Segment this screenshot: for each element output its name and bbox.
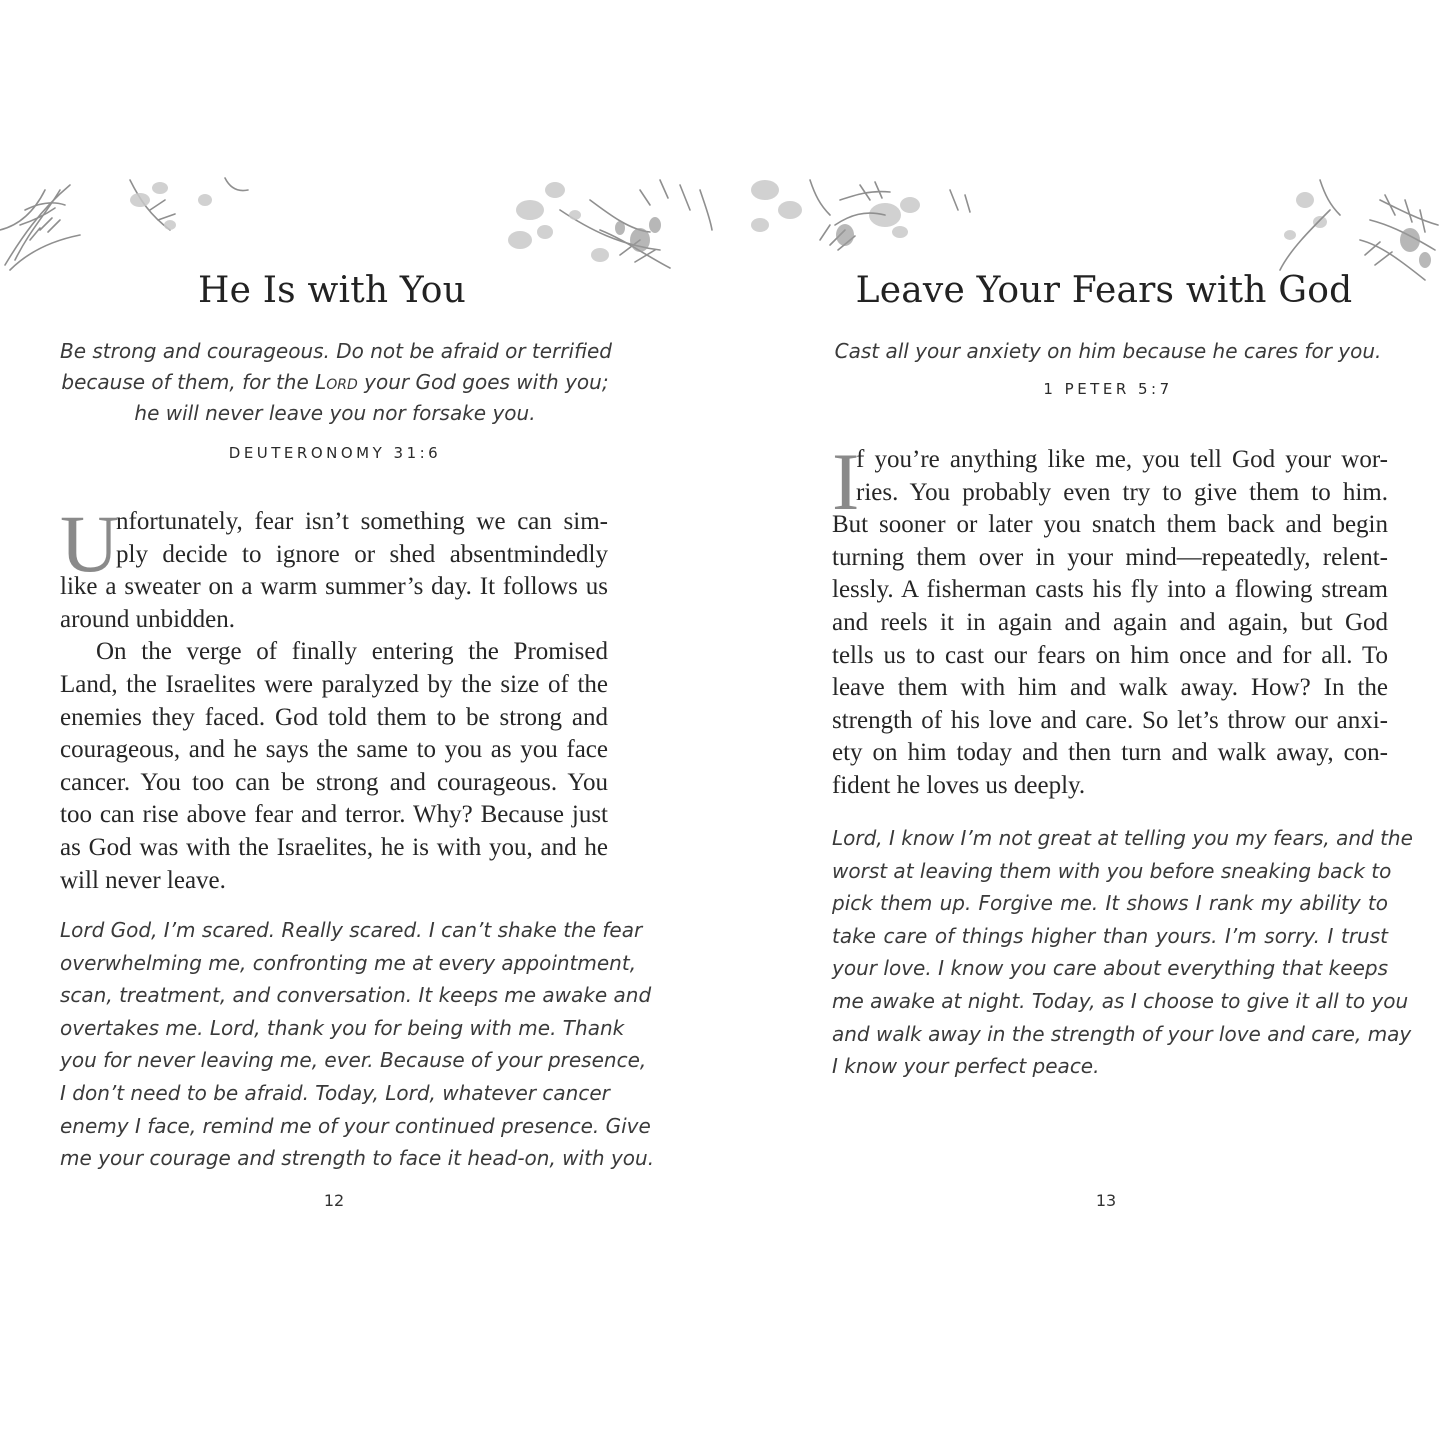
body-line: and reels it in again and again and again, but God	[832, 608, 1388, 636]
body-line: leave them with him and walk away. How? In the	[832, 674, 1388, 702]
prayer-line: Lord, I know I’m not great at telling you my fears, and the	[832, 826, 1413, 850]
body-line: will never leave.	[60, 866, 226, 894]
body-line: nfortunately, fear isn’t something we can sim-	[116, 508, 608, 535]
prayer-line: scan, treatment, and conversation. It keeps me awake and	[60, 983, 652, 1008]
body-line: tells us to cast our fears on him once and for all. To	[832, 641, 1388, 669]
body-line: ply decide to ignore or shed absentmindedly	[116, 540, 608, 568]
body-text	[60, 498, 608, 897]
prayer-line: Lord God, I’m scared. Really scared. I can’t shake the fear	[60, 918, 643, 942]
prayer-line: overtakes me. Lord, thank you for being with me. Thank	[60, 1015, 625, 1040]
body-line: ety on him today and then turn and walk away, con-	[832, 739, 1388, 767]
epigraph	[828, 336, 1388, 367]
page-title: Leave Your Fears with God	[855, 270, 1353, 311]
body-line: like a sweater on a warm summer’s day. It follows us	[60, 573, 608, 601]
scripture-reference: 1 PETER 5:7	[1043, 380, 1173, 398]
prayer-line: I know your perfect peace.	[832, 1054, 1100, 1079]
body-line: strength of his love and care. So let’s throw our anxi-	[832, 706, 1388, 734]
body-line: turning them over in your mind—repeatedly, relent-	[832, 543, 1388, 571]
body-line: Land, the Israelites were paralyzed by the size of the	[60, 670, 608, 698]
epigraph-line: Be strong and courageous. Do not be afraid or terrified	[60, 339, 612, 363]
left-page	[0, 170, 720, 1230]
prayer-line: you for never leaving me, ever. Because of your presence,	[60, 1048, 647, 1073]
body-line: f you’re anything like me, you tell God your wor-	[856, 446, 1388, 473]
body-line: as God was with the Israelites, he is with you, and he	[60, 833, 608, 861]
prayer-line: overwhelming me, confronting me at every appointment,	[60, 950, 637, 975]
body-line: lessly. A fisherman casts his fly into a flowing stream	[832, 576, 1388, 604]
scripture-reference: DEUTERONOMY 31:6	[228, 444, 442, 462]
prayer-line: pick them up. Forgive me. It shows I rank my ability to	[832, 891, 1388, 916]
drop-cap: U	[60, 498, 120, 589]
epigraph-line: Cast all your anxiety on him because he cares for you.	[834, 339, 1382, 363]
prayer-text	[60, 914, 655, 1175]
prayer-line: I don’t need to be afraid. Today, Lord, whatever cancer	[60, 1080, 610, 1105]
body-line: But sooner or later you snatch them back and begin	[832, 511, 1388, 539]
prayer-line: worst at leaving them with you before sneaking back to	[832, 858, 1392, 883]
right-page	[720, 170, 1440, 1230]
epigraph-text: because of them, for the	[61, 370, 316, 394]
page-title: He Is with You	[197, 270, 466, 311]
prayer-line: your love. I know you care about everything that keeps	[832, 956, 1388, 981]
drop-cap: I	[832, 436, 860, 527]
page-number: 12	[323, 1191, 345, 1210]
epigraph	[60, 336, 610, 429]
body-line: On the verge of finally entering the Promised	[96, 638, 608, 666]
prayer-text	[832, 822, 1413, 1083]
body-line: ries. You probably even try to give them to him.	[856, 478, 1388, 506]
epigraph-line: he will never leave you nor forsake you.	[134, 401, 536, 425]
body-line: fident he loves us deeply.	[832, 771, 1086, 799]
epigraph-lord: Lord	[315, 370, 358, 394]
prayer-line: and walk away in the strength of your love and care, may	[832, 1021, 1412, 1046]
body-line: cancer. You too can be strong and courageous. You	[60, 768, 608, 796]
body-line: enemies they faced. God told them to be strong and	[60, 703, 608, 731]
epigraph-line	[60, 367, 610, 398]
prayer-line: me your courage and strength to face it head-on, with you.	[60, 1146, 655, 1171]
body-line: around unbidden.	[60, 605, 235, 633]
prayer-line: enemy I face, remind me of your continued presence. Give	[60, 1113, 651, 1138]
body-line: too can rise above fear and terror. Why? Because just	[60, 801, 608, 829]
page-number: 13	[1095, 1191, 1117, 1210]
body-text	[832, 436, 1388, 803]
body-line: courageous, and he says the same to you as you face	[60, 736, 608, 764]
prayer-line: take care of things higher than yours. I’m sorry. I trust	[832, 923, 1388, 948]
epigraph-text: your God goes with you;	[357, 370, 609, 394]
prayer-line: me awake at night. Today, as I choose to give it all to you	[832, 988, 1409, 1013]
